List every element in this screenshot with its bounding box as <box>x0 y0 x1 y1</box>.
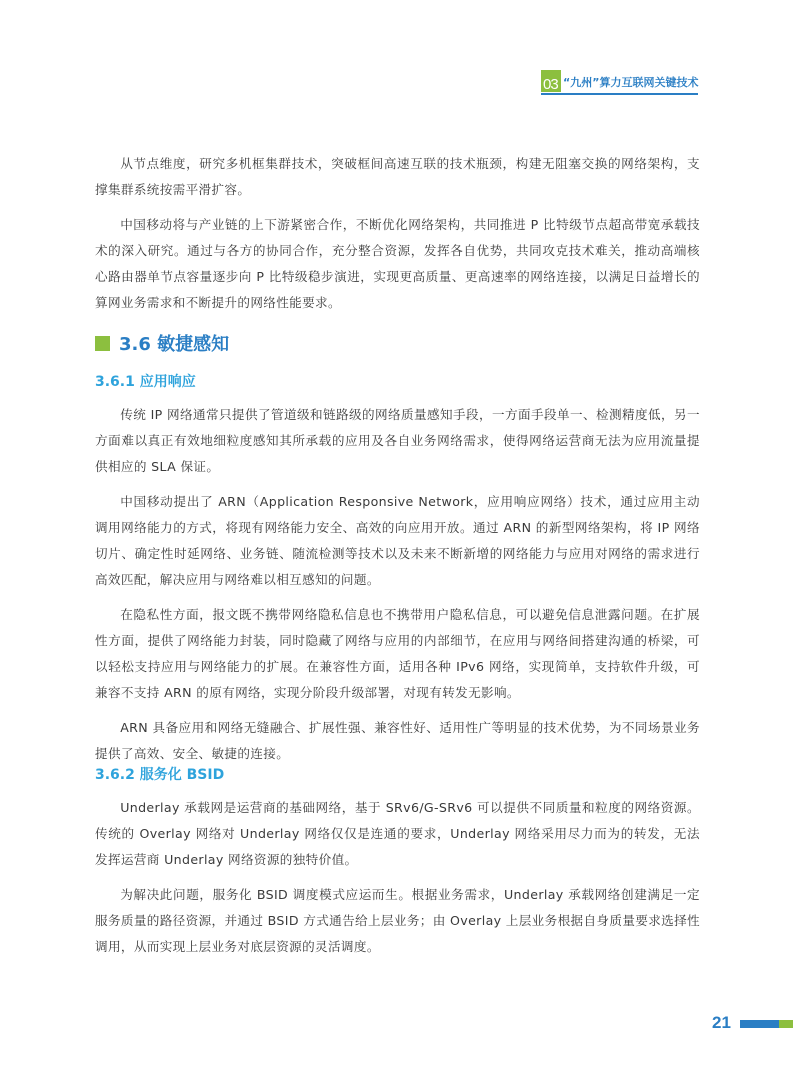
section-marker-icon <box>95 336 110 351</box>
chapter-number: 03 <box>543 76 558 93</box>
footer-bar-accent <box>779 1020 793 1028</box>
paragraph: 为解决此问题，服务化 BSID 调度模式应运而生。根据业务需求，Underlay 承载网络创建满足一定服务质量的路径资源，并通过 BSID 方式通告给上层业务；由 Overlay 上层业务根据自身质量要求选择性调用，从而实现上层业务对底层资源的灵活调度。 <box>95 887 700 954</box>
running-header <box>541 70 698 92</box>
section-title: 3.6 敏捷感知 <box>119 334 230 355</box>
paragraph: 传统 IP 网络通常只提供了管道级和链路级的网络质量感知手段，一方面手段单一、检测精度低，另一方面难以真正有效地细粒度感知其所承载的应用及各自业务网络需求，使得网络运营商无法为应用流量提供相应的 SLA 保证。 <box>95 407 700 474</box>
paragraph: Underlay 承载网是运营商的基础网络，基于 SRv6/G-SRv6 可以提供不同质量和粒度的网络资源。传统的 Overlay 网络对 Underlay 网络仅仅是连通的要求，Underlay 网络采用尽力而为的转发，无法发挥运营商 Underlay 网络资源的独特价值。 <box>95 800 700 867</box>
paragraph: ARN 具备应用和网络无缝融合、扩展性强、兼容性好、适用性广等明显的技术优势，为不同场景业务提供了高效、安全、敏捷的连接。 <box>95 720 700 761</box>
paragraph: 在隐私性方面，报文既不携带网络隐私信息也不携带用户隐私信息，可以避免信息泄露问题。在扩展性方面，提供了网络能力封装，同时隐藏了网络与应用的内部细节，在应用与网络间搭建沟通的桥梁，可以轻松支持应用与网络能力的扩展。在兼容性方面，适用各种 IPv6 网络，实现简单，支持软件升级，可兼容不支持 ARN 的原有网络，实现分阶段升级部署，对现有转发无影响。 <box>95 607 700 700</box>
chapter-title: “九州”算力互联网关键技术 <box>563 76 699 89</box>
subsection-title: 3.6.1 应用响应 <box>95 374 196 390</box>
page-number: 21 <box>712 1013 731 1032</box>
intro-content <box>95 151 700 316</box>
footer-bar <box>740 1020 779 1028</box>
paragraph: 中国移动将与产业链的上下游紧密合作，不断优化网络架构，共同推进 P 比特级节点超高带宽承载技术的深入研究。通过与各方的协同合作，充分整合资源，发挥各自优势，共同攻克技术难关，推动高端核心路由器单节点容量逐步向 P 比特级稳步演进，实现更高质量、更高速率的网络连接，以满足日益增长的算网业务需求和不断提升的网络性能要求。 <box>95 217 700 310</box>
section-heading <box>95 330 229 356</box>
subsection-content-2 <box>95 795 700 960</box>
subsection-title: 3.6.2 服务化 BSID <box>95 767 225 783</box>
paragraph: 中国移动提出了 ARN（Application Responsive Network，应用响应网络）技术，通过应用主动调用网络能力的方式，将现有网络能力安全、高效的向应用开放。通过 ARN 的新型网络架构，将 IP 网络切片、确定性时延网络、业务链、随流检测等技术以及未来不断新增的网络能力与应用对网络的需求进行高效匹配，解决应用与网络难以相互感知的问题。 <box>95 494 700 587</box>
subsection-content-1 <box>95 402 700 767</box>
paragraph: 从节点维度，研究多机框集群技术，突破框间高速互联的技术瓶颈，构建无阻塞交换的网络架构，支撑集群系统按需平滑扩容。 <box>95 156 700 197</box>
header-rule <box>541 93 698 95</box>
chapter-number-badge <box>541 70 561 92</box>
